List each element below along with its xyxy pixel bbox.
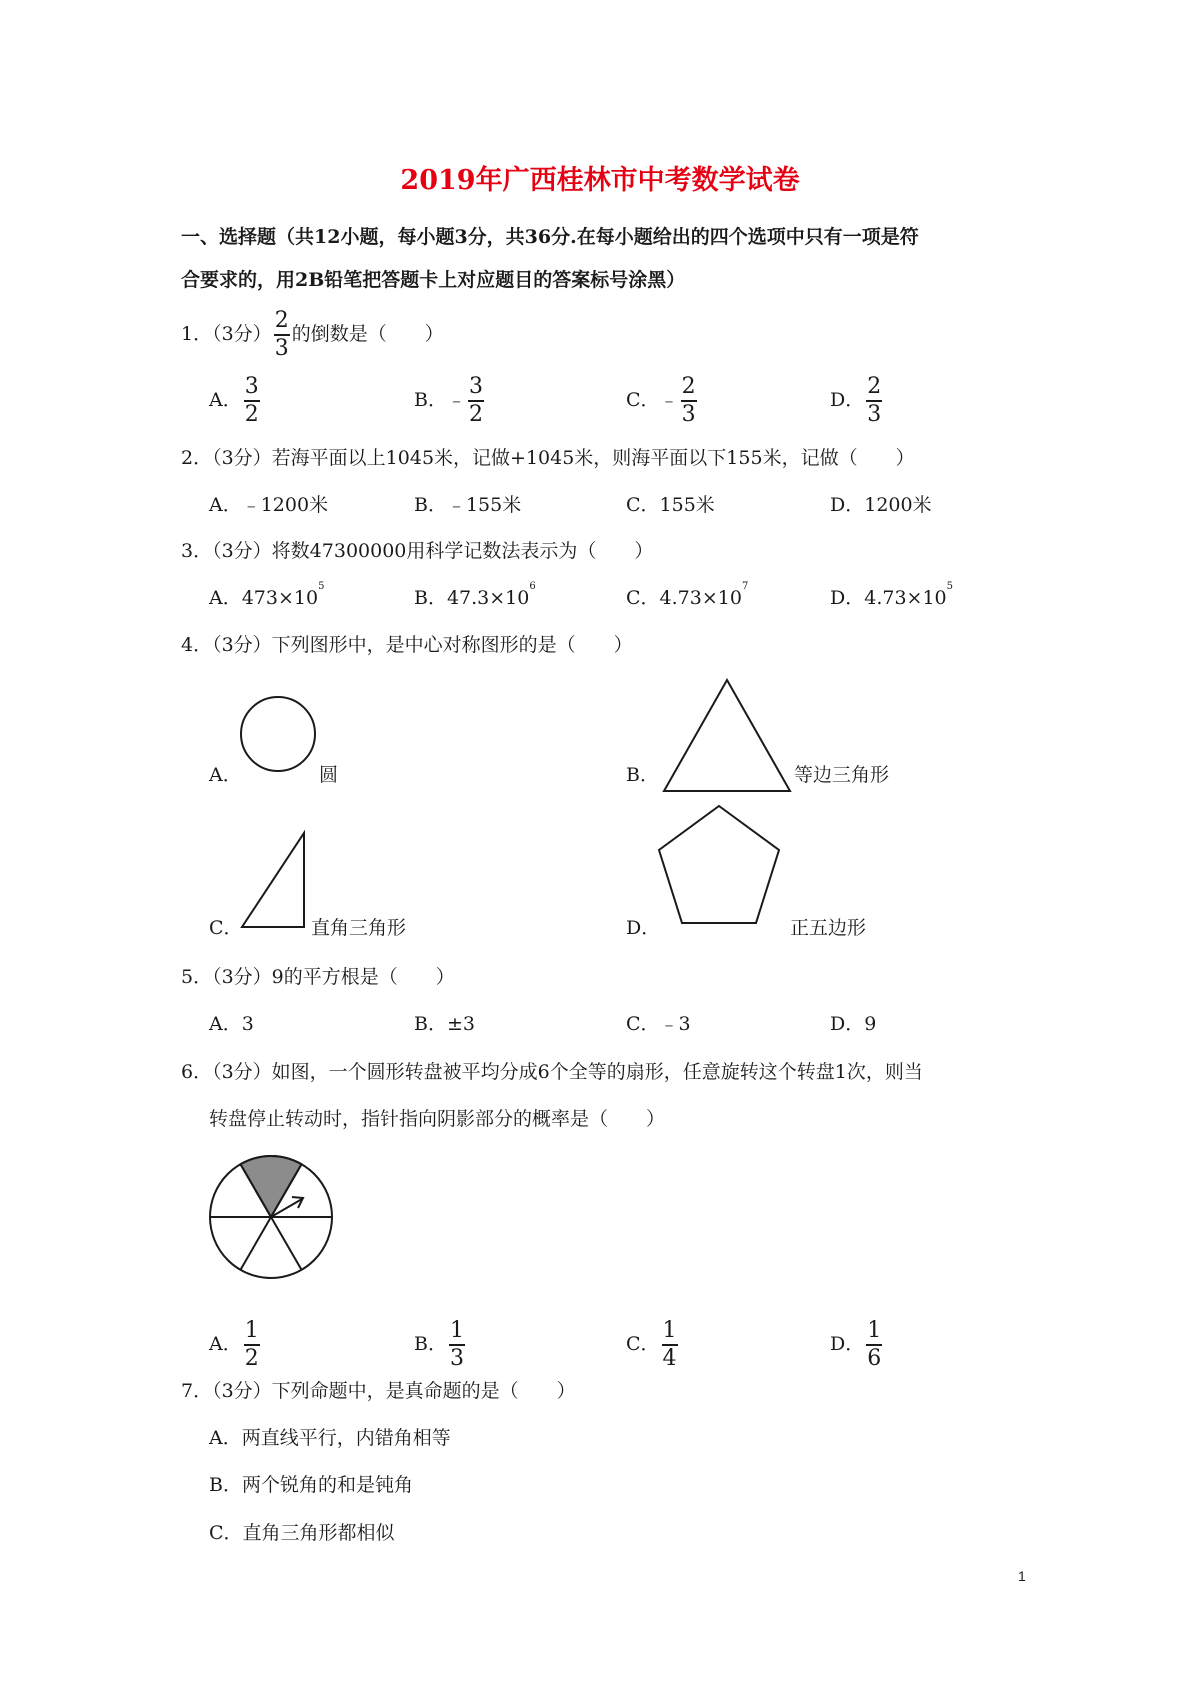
question-5-option-a[interactable]: A．3 bbox=[209, 1013, 254, 1035]
question-2-option-c[interactable]: C．155米 bbox=[626, 494, 715, 516]
option-label: D． bbox=[830, 389, 865, 411]
question-6-line2: 转盘停止转动时，指针指向阴影部分的概率是（ ） bbox=[209, 1108, 666, 1130]
question-3-option-c[interactable] bbox=[626, 583, 748, 610]
question-3-option-a[interactable] bbox=[209, 583, 324, 610]
question-6-line1: 6．（3分）如图，一个圆形转盘被平均分成6个全等的扇形，任意旋转这个转盘1次，则当 bbox=[181, 1061, 923, 1083]
option-sign: ﹣ bbox=[659, 389, 679, 411]
fraction-denominator: 6 bbox=[867, 1346, 882, 1371]
option-label: A． bbox=[209, 1333, 242, 1355]
fraction-numerator: 2 bbox=[681, 374, 696, 399]
question-1-suffix: 的倒数是（ ） bbox=[291, 323, 444, 345]
question-1-option-d[interactable] bbox=[830, 376, 884, 426]
question-7-option-a[interactable]: A．两直线平行，内错角相等 bbox=[209, 1427, 451, 1449]
question-6-option-b[interactable] bbox=[414, 1320, 467, 1370]
option-sign: ﹣ bbox=[446, 389, 466, 411]
option-fraction bbox=[681, 376, 697, 426]
question-6-option-d[interactable] bbox=[830, 1320, 884, 1370]
section-heading-line1: 一、选择题（共12小题，每小题3分，共36分.在每小题给出的四个选项中只有一项是符 bbox=[181, 226, 919, 248]
fraction-numerator: 3 bbox=[244, 374, 259, 399]
question-1-option-a[interactable] bbox=[209, 376, 262, 426]
option-exponent: 5 bbox=[946, 581, 954, 592]
option-label: C． bbox=[626, 389, 660, 411]
question-2-option-d[interactable]: D．1200米 bbox=[830, 494, 932, 516]
question-7-option-c[interactable]: C．直角三角形都相似 bbox=[209, 1522, 395, 1544]
right-triangle-figure bbox=[238, 830, 310, 932]
question-2-option-b[interactable]: B．﹣155米 bbox=[414, 494, 522, 516]
question-3-option-d[interactable] bbox=[830, 583, 953, 610]
fraction-denominator: 2 bbox=[244, 1346, 259, 1371]
shaded-sector bbox=[241, 1156, 302, 1217]
question-1-option-c[interactable] bbox=[626, 376, 699, 426]
fraction-numerator: 2 bbox=[274, 308, 289, 333]
spinner-figure bbox=[206, 1152, 336, 1282]
option-fraction bbox=[866, 1320, 882, 1370]
option-label: B． bbox=[414, 389, 447, 411]
question-4-option-d-label[interactable]: D． bbox=[626, 917, 661, 939]
question-5: 5．（3分）9的平方根是（ ） bbox=[181, 966, 455, 988]
fraction-numerator: 1 bbox=[244, 1318, 259, 1343]
question-7-option-b[interactable]: B．两个锐角的和是钝角 bbox=[209, 1474, 413, 1496]
option-exponent: 6 bbox=[529, 581, 536, 592]
question-4-option-b-name: 等边三角形 bbox=[794, 764, 890, 786]
circle-figure bbox=[236, 692, 320, 776]
page-number: 1 bbox=[1018, 1568, 1026, 1584]
fraction-denominator: 4 bbox=[662, 1346, 677, 1371]
option-base: B．47.3×10 bbox=[414, 587, 530, 609]
question-1-prefix: 1．（3分） bbox=[181, 323, 272, 345]
fraction-denominator: 3 bbox=[274, 336, 289, 361]
question-2: 2．（3分）若海平面以上1045米，记做+1045米，则海平面以下155米，记做（ ） bbox=[181, 447, 915, 469]
question-4-option-a-name: 圆 bbox=[319, 764, 339, 786]
option-exponent: 7 bbox=[741, 581, 749, 592]
question-4-option-c-label[interactable]: C． bbox=[209, 917, 243, 939]
fraction-denominator: 3 bbox=[681, 402, 696, 427]
fraction-numerator: 1 bbox=[662, 1318, 677, 1343]
option-label: B． bbox=[414, 1333, 447, 1355]
fraction-numerator: 1 bbox=[867, 1318, 882, 1343]
option-fraction bbox=[244, 376, 260, 426]
option-label: C． bbox=[626, 1333, 660, 1355]
question-4-option-a-label[interactable]: A． bbox=[209, 764, 242, 786]
fraction-denominator: 3 bbox=[449, 1346, 464, 1371]
option-exponent: 5 bbox=[318, 581, 325, 592]
question-3-option-b[interactable] bbox=[414, 583, 536, 610]
question-6-option-c[interactable] bbox=[626, 1320, 680, 1370]
option-base: C．4.73×10 bbox=[626, 587, 742, 609]
question-7: 7．（3分）下列命题中，是真命题的是（ ） bbox=[181, 1380, 576, 1402]
fraction-numerator: 2 bbox=[867, 374, 882, 399]
fraction-numerator: 1 bbox=[449, 1318, 464, 1343]
question-1-fraction bbox=[274, 310, 290, 360]
question-4: 4．（3分）下列图形中，是中心对称图形的是（ ） bbox=[181, 634, 633, 656]
question-3: 3．（3分）将数47300000用科学记数法表示为（ ） bbox=[181, 540, 654, 562]
option-base: A．473×10 bbox=[209, 587, 319, 609]
question-1-option-b[interactable] bbox=[414, 376, 486, 426]
question-4-option-d-name: 正五边形 bbox=[790, 917, 867, 939]
fraction-denominator: 3 bbox=[867, 402, 882, 427]
option-fraction bbox=[866, 376, 882, 426]
option-fraction bbox=[468, 376, 484, 426]
fraction-denominator: 2 bbox=[468, 402, 483, 427]
option-fraction bbox=[244, 1320, 260, 1370]
question-5-option-c[interactable]: C．﹣3 bbox=[626, 1013, 691, 1035]
question-4-option-c-name: 直角三角形 bbox=[311, 917, 407, 939]
option-label: A． bbox=[209, 389, 242, 411]
page-title: 2019年广西桂林市中考数学试卷 bbox=[400, 165, 800, 196]
question-5-option-d[interactable]: D．9 bbox=[830, 1013, 877, 1035]
option-fraction bbox=[662, 1320, 678, 1370]
question-4-option-b-label[interactable]: B． bbox=[626, 764, 659, 786]
question-1 bbox=[181, 310, 444, 360]
option-base: D．4.73×10 bbox=[830, 587, 947, 609]
fraction-denominator: 2 bbox=[244, 402, 259, 427]
question-6-option-a[interactable] bbox=[209, 1320, 262, 1370]
regular-pentagon-figure bbox=[654, 802, 784, 932]
question-2-option-a[interactable]: A．﹣1200米 bbox=[209, 494, 329, 516]
section-heading-line2: 合要求的，用2B铅笔把答题卡上对应题目的答案标号涂黑） bbox=[181, 269, 686, 291]
option-label: D． bbox=[830, 1333, 865, 1355]
fraction-numerator: 3 bbox=[468, 374, 483, 399]
equilateral-triangle-figure bbox=[660, 677, 795, 797]
question-5-option-b[interactable]: B．±3 bbox=[414, 1013, 475, 1035]
option-fraction bbox=[449, 1320, 465, 1370]
